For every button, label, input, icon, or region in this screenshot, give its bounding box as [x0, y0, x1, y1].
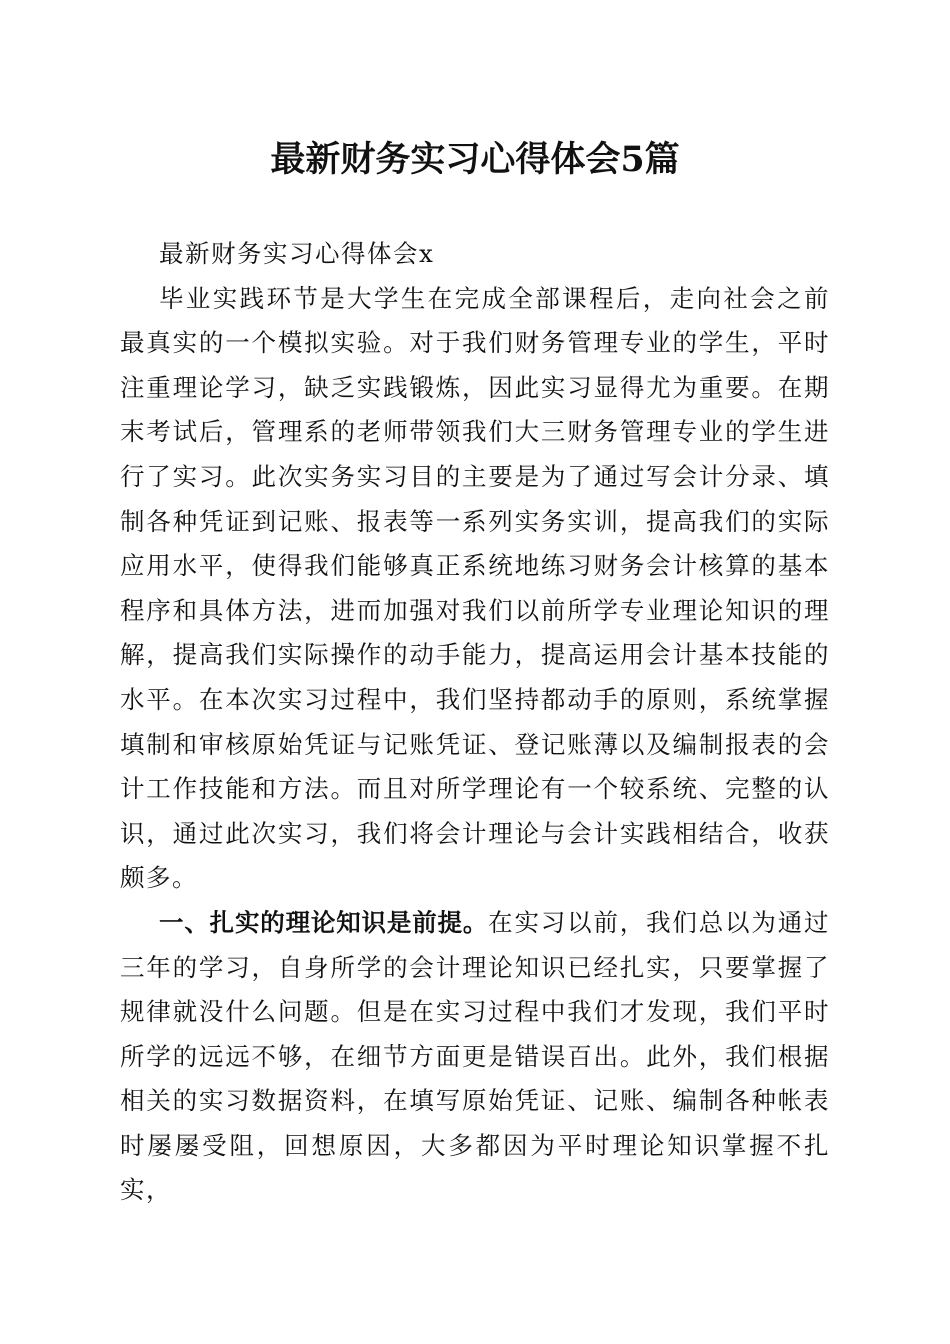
paragraph-section-1: [120, 901, 830, 1213]
document-body: [120, 232, 830, 1213]
section-heading: 一、扎实的理论知识是前提。: [159, 907, 489, 937]
paragraph-intro: 毕业实践环节是大学生在完成全部课程后，走向社会之前最真实的一个模拟实验。对于我们财务管理专业的学生，平时注重理论学习，缺乏实践锻炼，因此实习显得尤为重要。在期末考试后，管理系的老师带领我们大三财务管理专业的学生进行了实习。此次实务实习目的主要是为了通过写会计分录、填制各种凭证到记账、报表等一系列实务实训，提高我们的实际应用水平，使得我们能够真正系统地练习财务会计核算的基本程序和具体方法，进而加强对我们以前所学专业理论知识的理解，提高我们实际操作的动手能力，提高运用会计基本技能的水平。在本次实习过程中，我们坚持都动手的原则，系统掌握填制和审核原始凭证与记账凭证、登记账薄以及编制报表的会计工作技能和方法。而且对所学理论有一个较系统、完整的认识，通过此次实习，我们将会计理论与会计实践相结合，收获颇多。: [120, 283, 830, 893]
section-body: 在实习以前，我们总以为通过三年的学习，自身所学的会计理论知识已经扎实，只要掌握了规律就没什么问题。但是在实习过程中我们才发现，我们平时所学的远远不够，在细节方面更是错误百出。此外，我们根据相关的实习数据资料，在填写原始凭证、记账、编制各种帐表时屡屡受阻，回想原因，大多都因为平时理论知识掌握不扎实，: [120, 907, 831, 1205]
document-title: 最新财务实习心得体会5篇: [270, 139, 680, 180]
document-subtitle: 最新财务实习心得体会x: [159, 239, 435, 268]
